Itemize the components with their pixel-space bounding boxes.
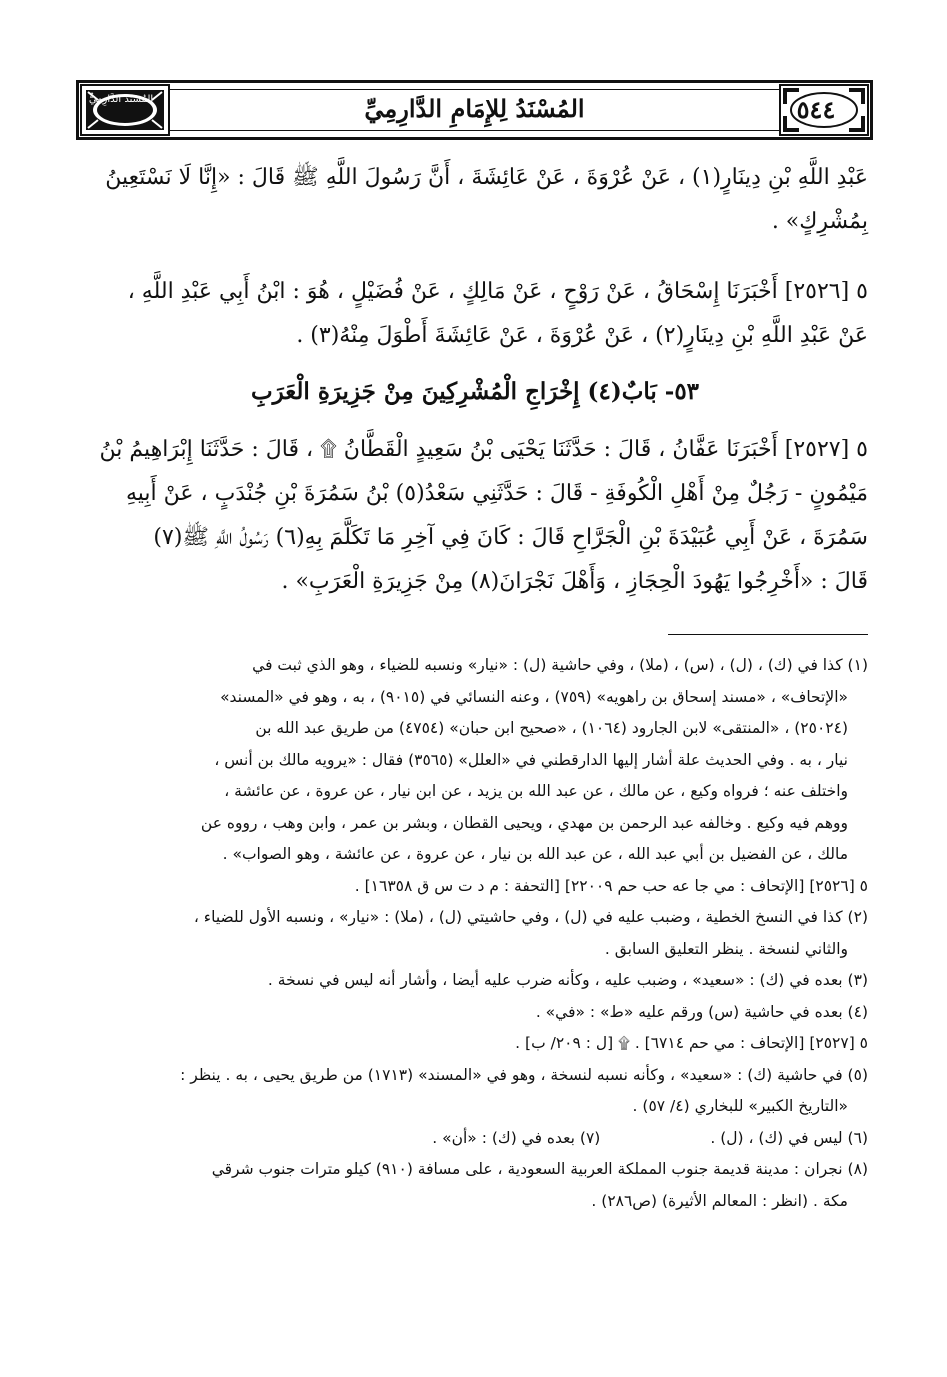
footnote-line: مالك ، عن الفضيل بن أبي عبد الله ، عن عبد الله بن نيار ، عن عروة ، عن عائشة ، وهو الصواب» . (222, 845, 848, 863)
hadith-continuation (82, 156, 868, 244)
logo-text: المُسْنَدُ الدَّارِمِيُّ (88, 94, 154, 105)
footnote-line: واختلف عنه ؛ فرواه وكيع ، عن مالك ، عن عبد الله بن يزيد ، عن ابن نيار ، عن عروة ، عن عائشة ، (224, 782, 848, 800)
running-title: المُسْنَدُ لِلإِمَامِ الدَّارِمِيِّ (364, 94, 585, 123)
text-line: عَنْ عَبْدِ اللَّهِ بْنِ دِينَارٍ(٢) ، عَنْ عُرْوَةَ ، عَنْ عَائِشَةَ أَطْوَلَ مِنْهُ(٣) . (296, 323, 868, 348)
text-line: بِمُشْرِكٍ» . (771, 209, 868, 234)
takhrij-line: ٥ [٢٥٢٧] [الإتحاف : مي حم ٦٧١٤] . ۩ [ل : ٢٠٩/ ب] . (515, 1034, 868, 1052)
footnote-line: (٤) بعده في حاشية (س) ورقم عليه «ط» : «في» . (535, 1002, 868, 1021)
footnote-line: (٥) في حاشية (ك) : «سعيد» ، وكأنه نسبه لنسخة ، وهو في «المسند» (١٧١٣) من طريق يحيى ، به . ينظر : (180, 1065, 868, 1084)
footnote-line: (٣) بعده في (ك) : «سعيد» ، وضبب عليه ، وكأنه ضرب عليه أيضا ، وأشار أنه ليس في نسخة . (267, 971, 868, 989)
footnote-line: (٢) كذا في النسخ الخطية ، وضبب عليه في (ل) ، وفي حاشيتي (ل) ، (ملا) : «نيار» ، ونسبه الأول للضياء ، (193, 908, 868, 926)
footnotes (82, 650, 868, 1217)
chapter-heading: ٥٣- بَابٌ(٤) إِخْرَاجِ الْمُشْرِكِينَ مِنْ جَزِيرَةِ الْعَرَبِ (250, 378, 700, 405)
footnote-line: ووهم فيه وكيع . وخالفه عبد الرحمن بن مهدي ، ويحيى القطان ، وبشر بن عمر ، وابن وهب ، رووه عن (200, 813, 848, 832)
footnote-line: (١) كذا في (ك) ، (ل) ، (س) ، (ملا) ، وفي حاشية (ل) : «نيار» ونسبه للضياء ، وهو الذي ثبت في (252, 656, 868, 674)
page-number: ٥٤٤ (796, 95, 836, 124)
footnote-line: مكة . (انظر : المعالم الأثيرة) (ص٢٨٦) . (591, 1191, 848, 1210)
text-line: قَالَ : «أَخْرِجُوا يَهُودَ الْحِجَازِ ، وَأَهْلَ نَجْرَانَ(٨) مِنْ جَزِيرَةِ الْعَرَبِ» . (281, 569, 868, 594)
footnote-line: «الإتحاف» ، «مسند إسحاق بن راهويه» (٧٥٩) ، وعنه النسائي في (٩٠١٥) ، به ، وهو في «المسند» (220, 687, 848, 706)
text-line: سَمُرَةَ ، عَنْ أَبِي عُبَيْدَةَ بْنِ الْجَرَّاحِ قَالَ : كَانَ فِي آخِرِ مَا تَكَلَّمَ بِهِ(٦) رَسُولُ اللَّهِ ﷺ(٧) (153, 525, 868, 550)
footnote-line: (٨) نجران : مدينة قديمة جنوب المملكة العربية السعودية ، على مسافة (٩١٠) كيلو مترات جنوب شرقي (211, 1160, 868, 1178)
footnote-line: (٦) ليس في (ك) ، (ل) . (710, 1128, 868, 1147)
text-line: مَيْمُونٍ - رَجُلٌ مِنْ أَهْلِ الْكُوفَةِ - قَالَ : حَدَّثَنِي سَعْدُ(٥) بْنُ سَمُرَةَ بْنِ جُنْدَبٍ ، عَنْ أَبِيهِ (126, 481, 868, 506)
ornament-logo-icon (80, 84, 170, 136)
text-line: ٥ [٢٥٢٦] أَخْبَرَنَا إِسْحَاقُ ، عَنْ رَوْحٍ ، عَنْ مَالِكٍ ، عَنْ فُضَيْلٍ ، هُوَ : ابْنُ أَبِي عَبْدِ اللَّهِ ، (127, 279, 868, 304)
text-line: ٥ [٢٥٢٧] أَخْبَرَنَا عَفَّانُ ، قَالَ : حَدَّثَنَا يَحْيَى بْنُ سَعِيدٍ الْقَطَّانُ ۩ ، قَالَ : حَدَّثَنَا إِبْرَاهِيمُ بْنُ (99, 437, 868, 462)
footnote-row (82, 1123, 868, 1155)
footnote-line: (٧) بعده في (ك) : «أن» . (432, 1128, 601, 1147)
hadith-2527 (82, 428, 868, 604)
footnote-line: (٢٥٠٢٤) ، «المنتقى» لابن الجارود (١٠٦٤) ، «صحيح ابن حبان» (٤٧٥٤) من طريق عبد الله بن (255, 719, 848, 737)
hadith-2526 (82, 270, 868, 358)
footnote-line: «التاريخ الكبير» للبخاري (٤/ ٥٧) . (632, 1097, 848, 1115)
footnote-line: نيار ، به . وفي الحديث علة أشار إليها الدارقطني في «العلل» (٣٥٦٥) فقال : «يرويه مالك بن أنس ، (214, 750, 848, 769)
page-header (76, 80, 873, 140)
footnote-line: والثاني لنسخة . ينظر التعليق السابق . (604, 939, 848, 958)
takhrij-line: ٥ [٢٥٢٦] [الإتحاف : مي جا عه حب حم ٢٢٠٠٩] [التحفة : م د ت س ق ١٦٣٥٨] . (354, 876, 868, 895)
text-line: عَبْدِ اللَّهِ بْنِ دِينَارٍ(١) ، عَنْ عُرْوَةَ ، عَنْ عَائِشَةَ ، أَنَّ رَسُولَ اللَّهِ ﷺ قَالَ : «إِنَّا لَا نَسْتَعِينُ (105, 165, 868, 190)
footnote-separator (668, 634, 868, 635)
